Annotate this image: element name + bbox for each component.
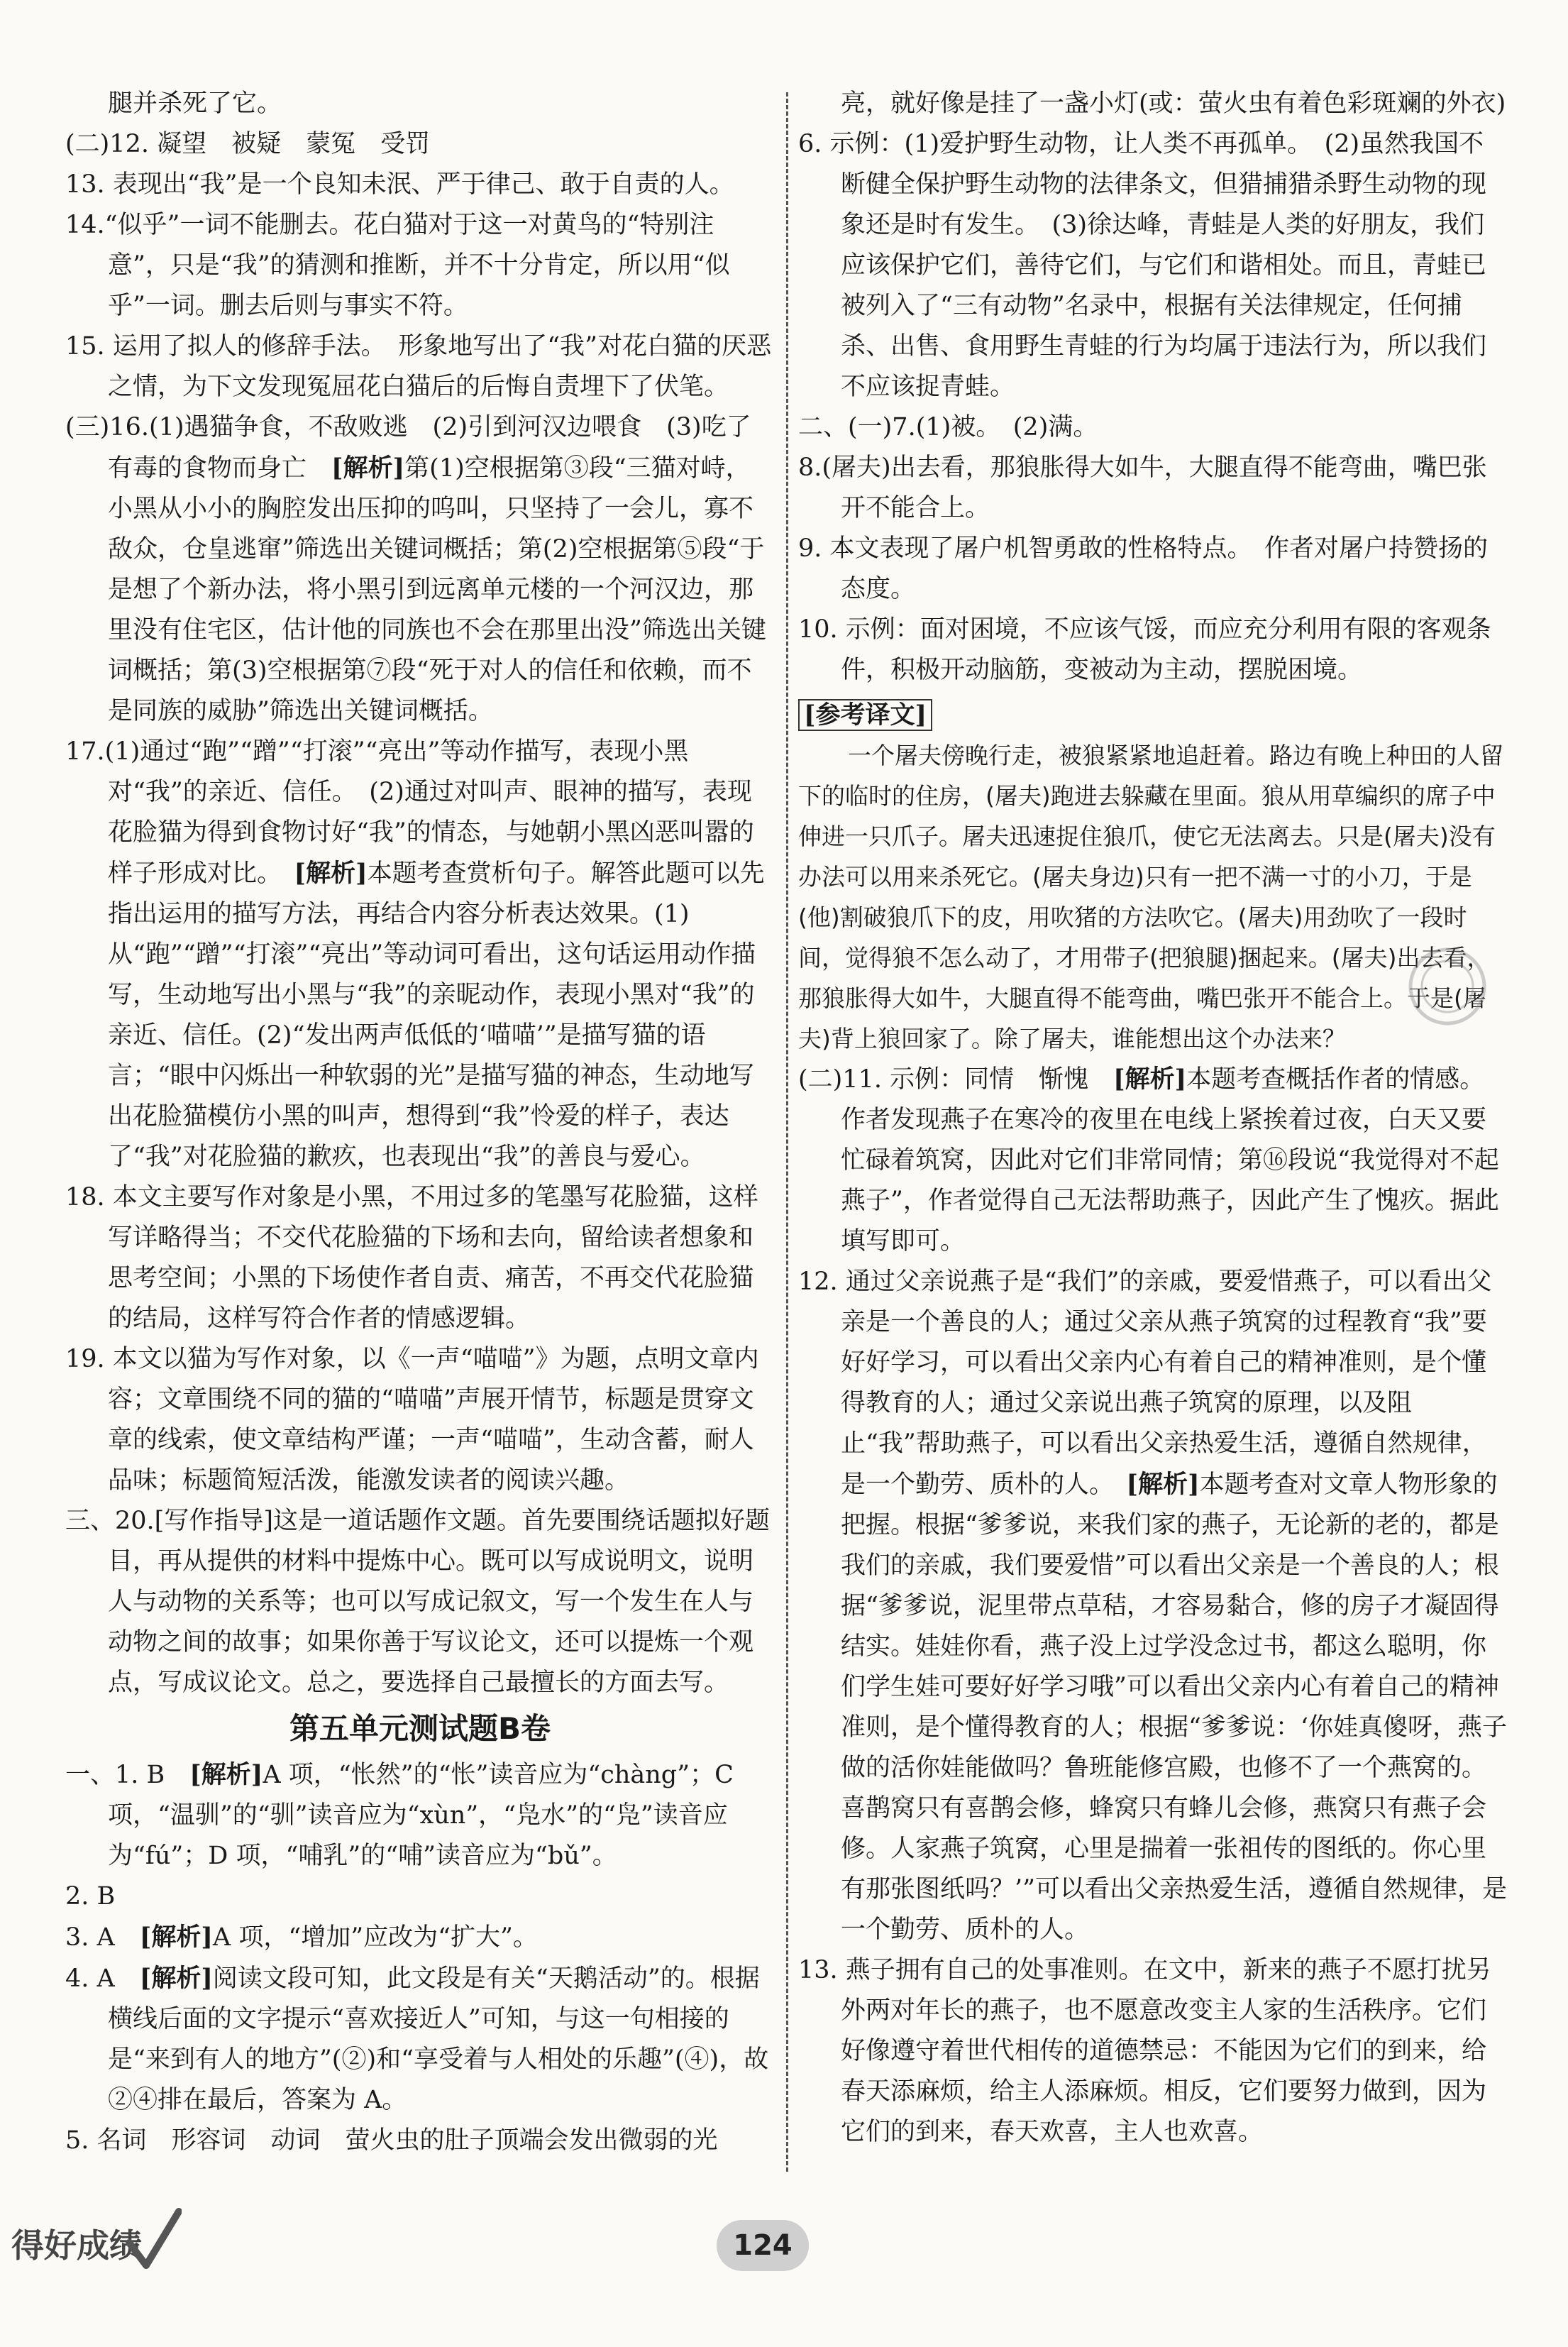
answer-14: 14.“似乎”一词不能删去。花白猫对于这一对黄鸟的“特别注意”，只是“我”的猜测和推断，并不十分肯定，所以用“似乎”一词。删去后则与事实不符。 [65, 211, 730, 320]
answer-line: (二)12. 凝望 被疑 蒙冤 受罚 [65, 130, 431, 158]
answer-text: 一、1. B [65, 1761, 190, 1789]
analysis-text: 阅读文段可知，此文段是有关“天鹅活动”的。根据横线后面的文字提示“喜欢接近人”可知，与这一句相接的是“来到有人的地方”(②)和“享受着与人相处的乐趣”(④)，故②④排在最后，答案为 A。 [108, 1964, 769, 2114]
checkmark-icon [125, 2207, 182, 2271]
analysis-text: 本题考查对文章人物形象的把握。根据“爹爹说，来我们家的燕子，无论新的老的，都是我们的亲戚，我们要爱惜”可以看出父亲是一个善良的人；根据“爹爹说，泥里带点草秸，才容易黏合，修的房子才凝固得结实。娃娃你看，燕子没上过学没念过书，都这么聪明，你们学生娃可要好好学习哦”可以看出父亲内心有着自己的精神准则，是个懂得教育的人；根据“爹爹说：‘你娃真傻呀，燕子做的活你娃能做吗？鲁班能修宫殿，也修不了一个燕窝的。喜鹊窝只有喜鹊会修，蜂窝只有蜂儿会修，燕窝只有燕子会修。人家燕子筑窝，心里是揣着一张祖传的图纸的。你心里有那张图纸吗？’”可以看出父亲热爱生活，遵循自然规律，是一个勤劳、质朴的人。 [841, 1471, 1508, 1944]
analysis-tag: [解析] [189, 1760, 263, 1789]
answer-20: 三、20.[写作指导]这是一道话题作文题。首先要围绕话题拟好题目，再从提供的材料中提炼中心。既可以写成说明文，说明人与动物的关系等；也可以写成记叙文，写一个发生在人与动物之间的故事；如果你善于写议论文，还可以提炼一个观点，写成议论文。总之，要选择自己最擅长的方面去写。 [65, 1507, 770, 1697]
answer-text: (三)16.(1)遇猫争食，不敌败逃 (2)引到河汉边喂食 (3)吃了有毒的食物而身亡 [65, 413, 751, 483]
answer-b2: 2. B [65, 1882, 116, 1911]
answer-text: 3. A [65, 1923, 140, 1952]
analysis-tag: [解析] [1126, 1470, 1200, 1499]
answer-b7: 二、(一)7.(1)被。 (2)满。 [798, 413, 1098, 441]
brand-logo: 得好成绩 [11, 2226, 142, 2265]
stamp-watermark-icon [1405, 944, 1490, 1029]
analysis-tag: [解析] [139, 1923, 213, 1952]
analysis-tag: [解析] [139, 1964, 213, 1993]
answer-19: 19. 本文以猫为写作对象，以《一声“喵喵”》为题，点明文章内容；文章围绕不同的猫的“喵喵”声展开情节，标题是贯穿文章的线索，使文章结构严谨；一声“喵喵”，生动含蓄，耐人品味；标题简短活泼，能激发读者的阅读兴趣。 [65, 1345, 759, 1495]
answer-text: 4. A [65, 1964, 140, 1993]
left-column [65, 84, 775, 2161]
answer-b8: 8.(屠夫)出去看，那狼胀得大如牛，大腿直得不能弯曲，嘴巴张开不能合上。 [798, 454, 1487, 522]
answer-b11 [798, 1059, 1508, 1262]
analysis-text: 本题考查赏析句子。解答此题可以先指出运用的描写方法，再结合内容分析表达效果。(1)从“跑”“蹭”“打滚”“亮出”等动词可看出，这句话运用动作描写，生动地写出小黑与“我”的亲昵动作，表现小黑对“我”的亲近、信任。(2)“发出两声低低的‘喵喵’”是描写猫的语言；“眼中闪烁出一种软弱的光”是描写猫的神态，生动地写出花脸猫模仿小黑的叫声，想得到“我”怜爱的样子，表达了“我”对花脸猫的歉疚，也表现出“我”的善良与爱心。 [108, 859, 765, 1171]
answer-16 [65, 407, 775, 732]
answer-b13: 13. 燕子拥有自己的处事准则。在文中，新来的燕子不愿打扰另外两对年长的燕子，也不愿意改变主人家的生活秩序。它们好像遵守着世代相传的道德禁忌：不能因为它们的到来，给春天添麻烦，给主人添麻烦。相反，它们要努力做到，因为它们的到来，春天欢喜，主人也欢喜。 [798, 1956, 1491, 2146]
reference-translation-heading [798, 695, 1508, 735]
answer-text: (二)11. 示例：同情 惭愧 [798, 1065, 1114, 1094]
answer-line: 腿并杀死了它。 [108, 89, 282, 118]
section-title: 第五单元测试题B卷 [289, 1711, 551, 1746]
answer-b5: 5. 名词 形容词 动词 萤火虫的肚子顶端会发出微弱的光 [65, 2126, 718, 2155]
analysis-text: 第(1)空根据第③段“三猫对峙，小黑从小小的胸腔发出压抑的呜叫，只坚持了一会儿，寡不敌众，仓皇逃窜”筛选出关键词概括；第(2)空根据第⑤段“于是想了个新办法，将小黑引到远离单元楼的一个河汉边，那里没有住宅区，估计他的同族也不会在那里出没”筛选出关键词概括；第(3)空根据第⑦段“死于对人的信任和依赖，而不是同族的威胁”筛选出关键词概括。 [108, 454, 766, 725]
answer-15: 15. 运用了拟人的修辞手法。 形象地写出了“我”对花白猫的厌恶之情，为下文发现冤屈花白猫后的后悔自责埋下了伏笔。 [65, 332, 772, 401]
right-column [798, 84, 1508, 2153]
answer-b4 [65, 1958, 775, 2121]
page-number: 124 [717, 2220, 809, 2271]
answer-17 [65, 732, 775, 1177]
column-divider [786, 92, 788, 2172]
answer-18: 18. 本文主要写作对象是小黑，不用过多的笔墨写花脸猫，这样写详略得当；不交代花脸猫的下场和去向，留给读者想象和思考空间；小黑的下场使作者自责、痛苦，不再交代花脸猫的结局，这样写符合作者的情感逻辑。 [65, 1183, 758, 1333]
answer-b10: 10. 示例：面对困境，不应该气馁，而应充分利用有限的客观条件，积极开动脑筋，变被动为主动，摆脱困境。 [798, 615, 1491, 684]
analysis-text: A 项，“增加”应改为“扩大”。 [212, 1923, 538, 1952]
analysis-text: A 项，“怅然”的“怅”读音应为“chàng”；C 项，“温驯”的“驯”读音应为“xùn”，“凫水”的“凫”读音应为“fú”；D 项，“哺乳”的“哺”读音应为“bǔ”。 [108, 1761, 734, 1870]
analysis-tag: [解析] [294, 859, 368, 888]
analysis-tag: [解析] [1113, 1065, 1187, 1094]
answer-text: 12. 通过父亲说燕子是“我们”的亲戚，要爱惜燕子，可以看出父亲是一个善良的人；通过父亲从燕子筑窝的过程教育“我”要好好学习，可以看出父亲内心有着自己的精神准则，是个懂得教育的人；通过父亲说出燕子筑窝的原理，以及阻止“我”帮助燕子，可以看出父亲热爱生活，遵循自然规律，是一个勤劳、质朴的人。 [798, 1268, 1492, 1499]
answer-b1 [65, 1754, 775, 1876]
answer-b12 [798, 1262, 1508, 1950]
analysis-tag: [解析] [331, 454, 405, 483]
answer-b6: 6. 示例：(1)爱护野生动物，让人类不再孤单。 (2)虽然我国不断健全保护野生动物的法律条文，但猎捕猎杀野生动物的现象还是时有发生。 (3)徐达峰，青蛙是人类的好朋友，我们应该保护它们，善待它们，与它们和谐相处。而且，青蛙已被列入了“三有动物”名录中，根据有关法律规定，任何捕杀、出售、食用野生青蛙的行为均属于违法行为，所以我们不应该捉青蛙。 [798, 130, 1487, 401]
answer-b3 [65, 1917, 775, 1958]
analysis-text: 本题考查概括作者的情感。作者发现燕子在寒冷的夜里在电线上紧挨着过夜，白天又要忙碌着筑窝，因此对它们非常同情；第⑯段说“我觉得对不起燕子”，作者觉得自己无法帮助燕子，因此产生了愧疚。据此填写即可。 [841, 1065, 1499, 1255]
answer-line: 亮，就好像是挂了一盏小灯(或：萤火虫有着色彩斑斓的外衣) [841, 89, 1506, 118]
reference-translation: 一个屠夫傍晚行走，被狼紧紧地追赶着。路边有晚上种田的人留下的临时的住房，(屠夫)跑进去躲藏在里面。狼从用草编织的席子中伸进一只爪子。屠夫迅速捉住狼爪，使它无法离去。只是(屠夫)没有办法可以用来杀死它。(屠夫身边)只有一把不满一寸的小刀，于是(他)割破狼爪下的皮，用吹猪的方法吹它。(屠夫)用劲吹了一段时间，觉得狼不怎么动了，才用带子(把狼腿)捆起来。(屠夫)出去看，那狼胀得大如牛，大腿直得不能弯曲，嘴巴张开不能合上。于是(屠夫)背上狼回家了。除了屠夫，谁能想出这个办法来？ [798, 742, 1503, 1052]
reference-label: [参考译文] [798, 699, 932, 731]
answer-text: 17.(1)通过“跑”“蹭”“打滚”“亮出”等动作描写，表现小黑对“我”的亲近、信任。 (2)通过对叫声、眼神的描写，表现花脸猫为得到食物讨好“我”的情态，与她朝小黑凶恶叫嚣的样子形成对比。 [65, 737, 754, 888]
answer-13: 13. 表现出“我”是一个良知未泯、严于律己、敢于自责的人。 [65, 170, 734, 199]
answer-b9: 9. 本文表现了屠户机智勇敢的性格特点。 作者对屠户持赞扬的态度。 [798, 534, 1489, 603]
